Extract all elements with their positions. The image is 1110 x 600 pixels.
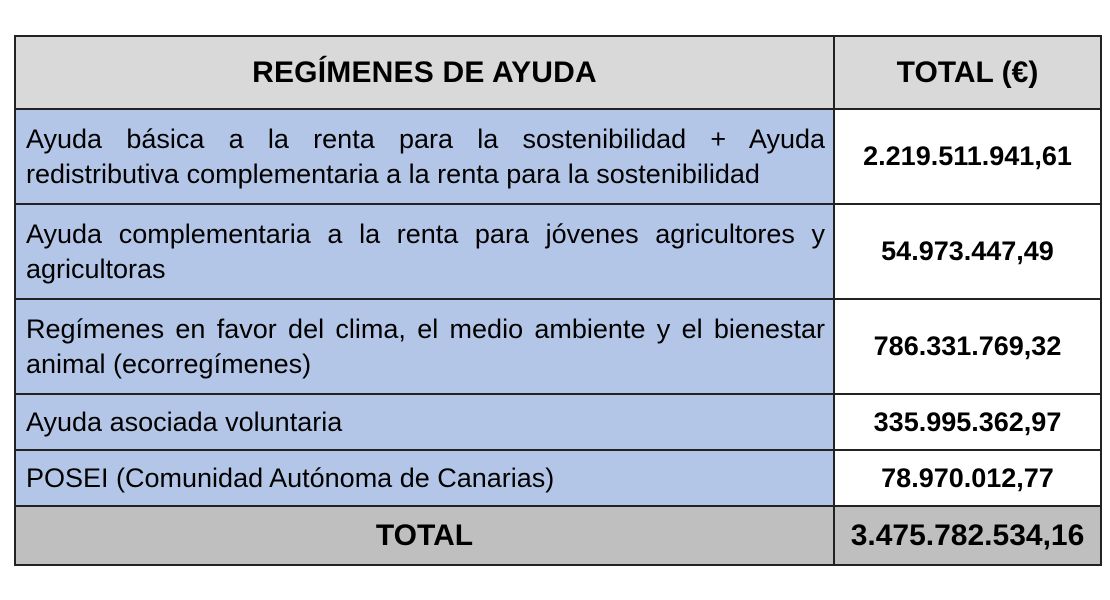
table-row: [15, 450, 1101, 506]
regime-cell: POSEI (Comunidad Autónoma de Canarias): [15, 450, 834, 506]
regime-column-header: REGÍMENES DE AYUDA: [15, 36, 834, 109]
amount-cell: 78.970.012,77: [834, 450, 1101, 506]
regime-cell: Ayuda asociada voluntaria: [15, 394, 834, 450]
total-row: [15, 506, 1101, 565]
aid-regimes-table: [14, 35, 1102, 566]
amount-cell: 2.219.511.941,61: [834, 109, 1101, 204]
table-row: [15, 394, 1101, 450]
amount-cell: 335.995.362,97: [834, 394, 1101, 450]
total-amount: 3.475.782.534,16: [834, 506, 1101, 565]
regime-cell: Regímenes en favor del clima, el medio ambiente y el bienestar animal (ecorregímenes): [15, 299, 834, 394]
table-row: [15, 204, 1101, 299]
table-row: [15, 109, 1101, 204]
total-label: TOTAL: [15, 506, 834, 565]
total-column-header: TOTAL (€): [834, 36, 1101, 109]
regime-cell: Ayuda complementaria a la renta para jóvenes agricultores y agricultoras: [15, 204, 834, 299]
regime-cell: Ayuda básica a la renta para la sostenibilidad + Ayuda redistributiva complementaria a la renta para la sostenibilidad: [15, 109, 834, 204]
table-header-row: [15, 36, 1101, 109]
amount-cell: 786.331.769,32: [834, 299, 1101, 394]
table-row: [15, 299, 1101, 394]
amount-cell: 54.973.447,49: [834, 204, 1101, 299]
